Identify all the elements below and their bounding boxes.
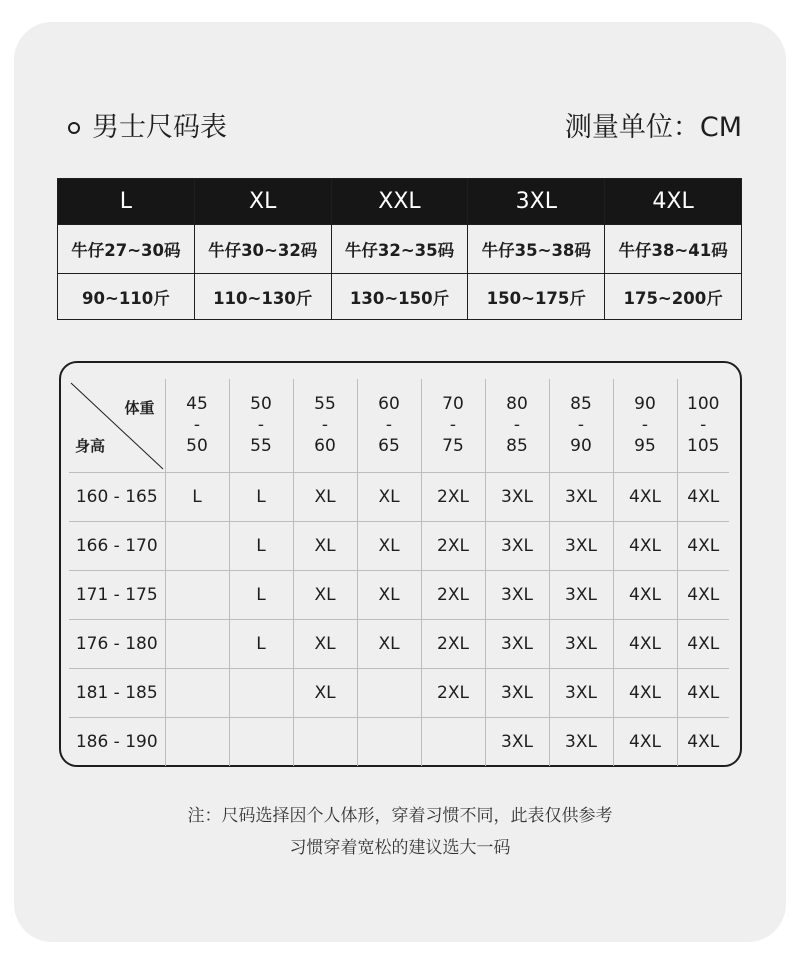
size-recommendation-cell [165,718,229,767]
size-recommendation-cell: 3XL [485,718,549,767]
weight-range-dash: - [385,415,393,435]
size-recommendation-cell: 4XL [613,522,677,571]
measurement-unit: 测量单位：CM [564,112,742,143]
page-title [56,108,227,148]
height-range-cell: 166 - 170 [69,522,165,571]
title-text: 男士尺码表 [92,112,227,143]
size-recommendation-cell: 2XL [421,620,485,669]
size-recommendation-cell [165,522,229,571]
weight-range-header [549,379,613,473]
size-recommendation-cell: 2XL [421,571,485,620]
size-header: XL [194,179,331,225]
weight-range-cell: 130~150斤 [331,274,468,320]
size-recommendation-cell: 4XL [613,473,677,522]
size-recommendation-cell: XL [357,473,421,522]
size-recommendation-cell: 2XL [421,669,485,718]
weight-range-to: 85 [506,436,528,456]
size-recommendation-cell: L [229,473,293,522]
header [56,108,742,148]
weight-range-dash: - [513,415,521,435]
size-recommendation-cell: 3XL [485,571,549,620]
size-recommendation-cell: XL [293,522,357,571]
size-recommendation-cell: 2XL [421,522,485,571]
size-recommendation-cell: 3XL [485,473,549,522]
size-recommendation-cell: 4XL [677,473,729,522]
weight-range-dash: - [257,415,265,435]
weight-range-to: 105 [687,436,720,456]
size-recommendation-cell: 4XL [677,620,729,669]
size-recommendation-cell: 4XL [613,718,677,767]
weight-range-to: 55 [250,436,272,456]
weight-range-header [357,379,421,473]
size-recommendation-cell: 3XL [485,522,549,571]
size-recommendation-cell: L [229,522,293,571]
jeans-size-cell: 牛仔35~38码 [468,225,605,274]
weight-range-from: 90 [634,394,656,414]
height-weight-table [69,379,729,766]
size-recommendation-cell: XL [293,620,357,669]
size-recommendation-cell [293,718,357,767]
weight-range-cell: 175~200斤 [605,274,742,320]
weight-range-dash: - [193,415,201,435]
weight-axis-label: 体重 [124,399,155,417]
grid-row [69,669,729,718]
weight-range-to: 75 [442,436,464,456]
weight-range-header [421,379,485,473]
size-recommendation-cell: 3XL [485,620,549,669]
weight-range-from: 85 [570,394,592,414]
weight-range-header [293,379,357,473]
weight-header-row [69,379,729,473]
weight-range-to: 95 [634,436,656,456]
weight-range-to: 60 [314,436,336,456]
size-recommendation-cell: XL [293,669,357,718]
height-weight-grid [59,361,742,767]
size-recommendation-cell [165,620,229,669]
weight-range-to: 65 [378,436,400,456]
jeans-size-cell: 牛仔27~30码 [58,225,195,274]
weight-range-to: 50 [186,436,208,456]
jeans-size-cell: 牛仔30~32码 [194,225,331,274]
jeans-size-row [58,225,742,274]
weight-range-header [613,379,677,473]
size-recommendation-cell: 4XL [677,669,729,718]
weight-range-row [58,274,742,320]
size-header: XXL [331,179,468,225]
size-recommendation-cell: 4XL [613,669,677,718]
weight-range-from: 50 [250,394,272,414]
grid-row [69,522,729,571]
size-recommendation-cell: XL [357,620,421,669]
size-recommendation-cell: 3XL [549,620,613,669]
jeans-size-cell: 牛仔38~41码 [605,225,742,274]
weight-range-from: 55 [314,394,336,414]
size-recommendation-cell: 3XL [549,571,613,620]
size-recommendation-cell: 3XL [549,669,613,718]
jeans-size-cell: 牛仔32~35码 [331,225,468,274]
grid-row [69,718,729,767]
height-range-cell: 186 - 190 [69,718,165,767]
size-recommendation-cell: XL [357,522,421,571]
size-recommendation-cell [165,571,229,620]
weight-range-header [677,379,729,473]
weight-range-from: 45 [186,394,208,414]
size-header: 4XL [605,179,742,225]
footnote [0,800,800,864]
size-recommendation-cell: 3XL [485,669,549,718]
weight-range-dash: - [577,415,585,435]
circle-bullet-icon [68,122,80,134]
size-recommendation-cell [421,718,485,767]
weight-range-dash: - [321,415,329,435]
weight-range-to: 90 [570,436,592,456]
grid-row [69,620,729,669]
size-recommendation-cell [229,669,293,718]
size-recommendation-cell [357,669,421,718]
size-recommendation-cell: 4XL [677,522,729,571]
weight-range-cell: 90~110斤 [58,274,195,320]
grid-row [69,571,729,620]
weight-range-header [229,379,293,473]
height-axis-label: 身高 [75,437,106,455]
size-recommendation-cell: L [229,571,293,620]
height-range-cell: 181 - 185 [69,669,165,718]
footnote-line-1: 注：尺码选择因个人体形，穿着习惯不同，此表仅供参考 [187,806,613,826]
size-recommendation-cell: XL [357,571,421,620]
size-recommendation-cell: 2XL [421,473,485,522]
size-header: L [58,179,195,225]
weight-range-dash: - [700,415,707,435]
size-recommendation-cell: XL [293,473,357,522]
weight-range-from: 80 [506,394,528,414]
footnote-line-2: 习惯穿着宽松的建议选大一码 [289,838,511,858]
size-summary-table [57,178,742,320]
size-recommendation-cell: 3XL [549,522,613,571]
size-recommendation-cell: 4XL [677,718,729,767]
size-recommendation-cell [357,718,421,767]
corner-cell [69,379,165,473]
weight-range-header [165,379,229,473]
height-range-cell: 160 - 165 [69,473,165,522]
weight-range-from: 100 [687,394,720,414]
size-header-row [58,179,742,225]
size-header: 3XL [468,179,605,225]
size-recommendation-cell [229,718,293,767]
grid-row [69,473,729,522]
size-recommendation-cell: 3XL [549,718,613,767]
size-recommendation-cell: XL [293,571,357,620]
weight-range-dash: - [641,415,649,435]
height-range-cell: 171 - 175 [69,571,165,620]
weight-range-cell: 110~130斤 [194,274,331,320]
weight-range-from: 70 [442,394,464,414]
size-recommendation-cell: 3XL [549,473,613,522]
size-recommendation-cell: 4XL [613,571,677,620]
weight-range-header [485,379,549,473]
size-recommendation-cell: 4XL [677,571,729,620]
weight-range-cell: 150~175斤 [468,274,605,320]
weight-range-dash: - [449,415,457,435]
height-range-cell: 176 - 180 [69,620,165,669]
size-recommendation-cell: L [229,620,293,669]
size-recommendation-cell: L [165,473,229,522]
weight-range-from: 60 [378,394,400,414]
size-recommendation-cell [165,669,229,718]
size-recommendation-cell: 4XL [613,620,677,669]
diagonal-divider-icon [69,379,165,472]
